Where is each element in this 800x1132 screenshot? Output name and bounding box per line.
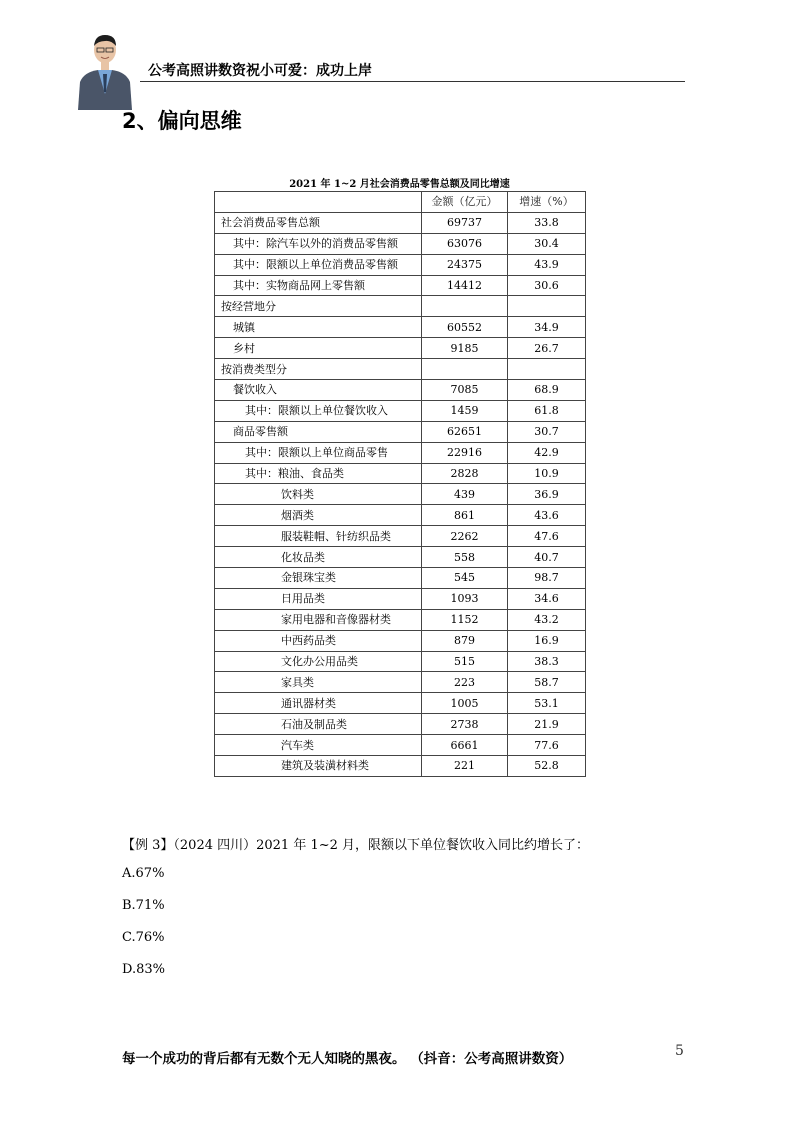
column-header-growth: 增速（%） <box>508 192 586 213</box>
row-amount: 1093 <box>422 588 508 609</box>
row-amount: 223 <box>422 672 508 693</box>
row-growth: 38.3 <box>508 651 586 672</box>
row-growth: 36.9 <box>508 484 586 505</box>
table-row <box>215 484 586 505</box>
row-label: 社会消费品零售总额 <box>215 212 422 233</box>
row-amount: 1152 <box>422 609 508 630</box>
table-row <box>215 609 586 630</box>
row-amount: 60552 <box>422 317 508 338</box>
footer-motto: 每一个成功的背后都有无数个无人知晓的黑夜。 （抖音：公考高照讲数资） <box>122 1051 573 1067</box>
row-label: 文化办公用品类 <box>215 651 422 672</box>
row-growth: 77.6 <box>508 735 586 756</box>
row-growth: 61.8 <box>508 400 586 421</box>
table-row <box>215 212 586 233</box>
option-b: B.71% <box>122 898 165 913</box>
option-a: A.67% <box>122 866 165 881</box>
row-amount: 221 <box>422 756 508 777</box>
row-amount: 2828 <box>422 463 508 484</box>
row-label: 按消费类型分 <box>215 359 422 380</box>
row-label: 烟酒类 <box>215 505 422 526</box>
row-growth: 34.6 <box>508 588 586 609</box>
table-row <box>215 505 586 526</box>
row-amount: 1459 <box>422 400 508 421</box>
table-header-row <box>215 192 586 213</box>
table-row <box>215 693 586 714</box>
row-growth: 30.7 <box>508 421 586 442</box>
row-label: 金银珠宝类 <box>215 568 422 589</box>
row-growth: 58.7 <box>508 672 586 693</box>
row-amount: 439 <box>422 484 508 505</box>
row-amount <box>422 296 508 317</box>
header-divider <box>140 81 685 82</box>
header-title: 公考高照讲数资祝小可爱：成功上岸 <box>148 63 372 79</box>
row-label: 日用品类 <box>215 588 422 609</box>
row-growth: 40.7 <box>508 547 586 568</box>
column-header-item <box>215 192 422 213</box>
row-growth: 30.4 <box>508 233 586 254</box>
row-amount: 22916 <box>422 442 508 463</box>
row-label: 建筑及装潢材料类 <box>215 756 422 777</box>
row-growth: 52.8 <box>508 756 586 777</box>
table-row <box>215 275 586 296</box>
question-text: 【例 3】（2024 四川）2021 年 1~2 月，限额以下单位餐饮收入同比约增长了： <box>122 838 590 853</box>
row-amount: 2262 <box>422 526 508 547</box>
row-growth <box>508 296 586 317</box>
table-row <box>215 672 586 693</box>
row-growth: 98.7 <box>508 568 586 589</box>
row-growth: 16.9 <box>508 630 586 651</box>
row-label: 城镇 <box>215 317 422 338</box>
row-growth: 10.9 <box>508 463 586 484</box>
table-row <box>215 568 586 589</box>
table-row <box>215 442 586 463</box>
row-label: 商品零售额 <box>215 421 422 442</box>
row-label: 中西药品类 <box>215 630 422 651</box>
row-growth: 43.2 <box>508 609 586 630</box>
row-amount: 558 <box>422 547 508 568</box>
table-body <box>215 192 586 777</box>
row-label: 化妆品类 <box>215 547 422 568</box>
row-growth: 47.6 <box>508 526 586 547</box>
row-growth: 26.7 <box>508 338 586 359</box>
option-c: C.76% <box>122 930 165 945</box>
row-label: 石油及制品类 <box>215 714 422 735</box>
row-amount: 63076 <box>422 233 508 254</box>
row-label: 汽车类 <box>215 735 422 756</box>
option-d: D.83% <box>122 962 165 977</box>
row-growth: 68.9 <box>508 380 586 401</box>
row-growth: 42.9 <box>508 442 586 463</box>
row-label: 其中：限额以上单位消费品零售额 <box>215 254 422 275</box>
row-label: 家用电器和音像器材类 <box>215 609 422 630</box>
row-label: 其中：限额以上单位餐饮收入 <box>215 400 422 421</box>
table-row <box>215 630 586 651</box>
table-row <box>215 400 586 421</box>
row-amount: 2738 <box>422 714 508 735</box>
table-row <box>215 756 586 777</box>
row-amount: 62651 <box>422 421 508 442</box>
row-amount: 69737 <box>422 212 508 233</box>
row-growth <box>508 359 586 380</box>
table-row <box>215 338 586 359</box>
row-amount: 515 <box>422 651 508 672</box>
column-header-amount: 金额（亿元） <box>422 192 508 213</box>
row-label: 乡村 <box>215 338 422 359</box>
row-growth: 53.1 <box>508 693 586 714</box>
row-growth: 30.6 <box>508 275 586 296</box>
table-row <box>215 421 586 442</box>
table-row <box>215 735 586 756</box>
row-amount: 879 <box>422 630 508 651</box>
row-label: 通讯器材类 <box>215 693 422 714</box>
row-growth: 21.9 <box>508 714 586 735</box>
row-label: 其中：实物商品网上零售额 <box>215 275 422 296</box>
table-row <box>215 254 586 275</box>
row-amount: 9185 <box>422 338 508 359</box>
table-row <box>215 588 586 609</box>
author-photo-icon <box>76 30 134 110</box>
table-row <box>215 296 586 317</box>
row-amount: 861 <box>422 505 508 526</box>
table-row <box>215 714 586 735</box>
table-row <box>215 526 586 547</box>
row-growth: 43.9 <box>508 254 586 275</box>
row-amount: 545 <box>422 568 508 589</box>
table-row <box>215 380 586 401</box>
table-row <box>215 651 586 672</box>
row-label: 家具类 <box>215 672 422 693</box>
row-amount <box>422 359 508 380</box>
table-row <box>215 547 586 568</box>
row-growth: 43.6 <box>508 505 586 526</box>
row-label: 其中：限额以上单位商品零售 <box>215 442 422 463</box>
row-label: 其中：粮油、食品类 <box>215 463 422 484</box>
row-growth: 34.9 <box>508 317 586 338</box>
row-amount: 7085 <box>422 380 508 401</box>
row-label: 其中：除汽车以外的消费品零售额 <box>215 233 422 254</box>
row-label: 餐饮收入 <box>215 380 422 401</box>
row-label: 按经营地分 <box>215 296 422 317</box>
section-title: 2、偏向思维 <box>122 109 242 133</box>
row-growth: 33.8 <box>508 212 586 233</box>
retail-sales-table <box>214 191 586 777</box>
table-row <box>215 233 586 254</box>
row-label: 服装鞋帽、针纺织品类 <box>215 526 422 547</box>
table-row <box>215 359 586 380</box>
row-amount: 24375 <box>422 254 508 275</box>
row-amount: 14412 <box>422 275 508 296</box>
author-avatar <box>76 30 134 110</box>
table-row <box>215 317 586 338</box>
row-amount: 1005 <box>422 693 508 714</box>
table-row <box>215 463 586 484</box>
row-amount: 6661 <box>422 735 508 756</box>
row-label: 饮料类 <box>215 484 422 505</box>
page-number: 5 <box>675 1043 684 1059</box>
table-caption: 2021 年 1~2 月社会消费品零售总额及同比增速 <box>289 179 510 190</box>
